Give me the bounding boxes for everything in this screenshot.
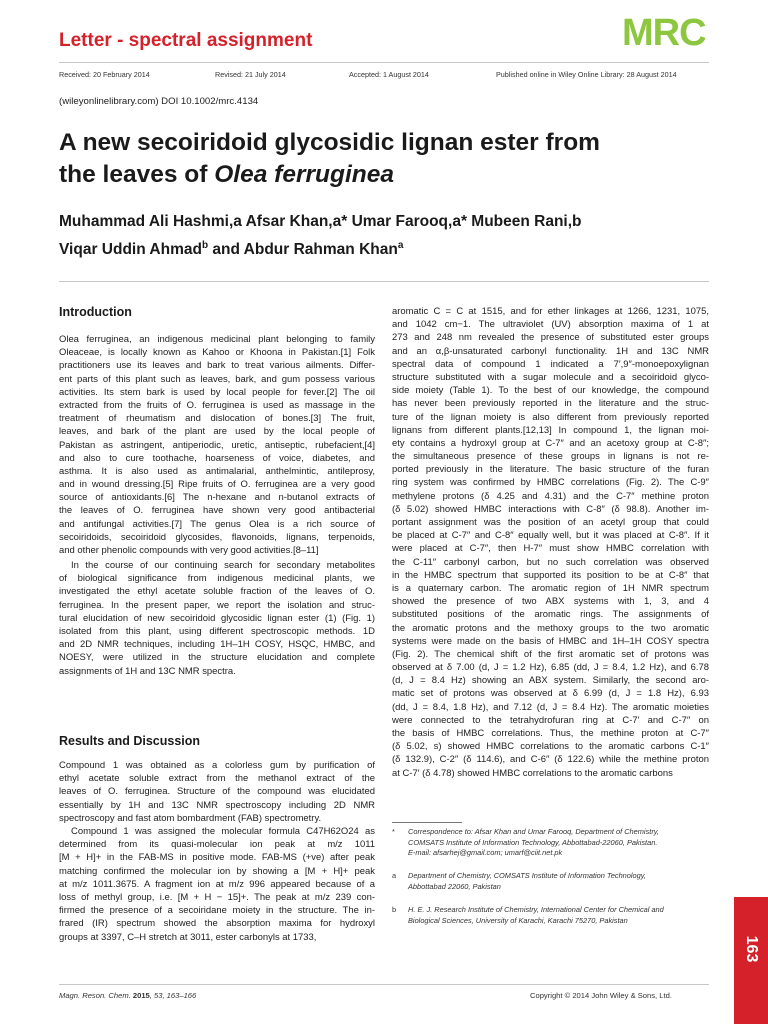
footnote-affiliation-b [392, 905, 709, 927]
text-line: source of antioxidants.[6] The n-hexane and n-butanol extracts of [59, 492, 375, 504]
text-line: asthma. It is also used as antimalarial, anthelmintic, antileprosy, [59, 465, 375, 477]
journal-name: Magn. Reson. Chem. [59, 991, 131, 1000]
text-line: the basis of HMBC correlations. Thus, the methine proton at C-7″ [392, 728, 709, 739]
heading-introduction: Introduction [59, 305, 132, 319]
text-line: treatment of rheumatism and dislocation of bones.[3] The fruit, [59, 413, 375, 425]
text-line: and an α,β-unsaturated carbonyl functionality. 1H and 13C NMR [392, 345, 709, 357]
text-line: showed the presence of two ABX systems with 1, 3, and 4 [392, 596, 709, 608]
text-line: the leaves of O. ferruginea have shown very good antibacterial [59, 505, 375, 517]
text-line: [M + H]+ in the FAB-MS in positive mode. FAB-MS (+ve) after peak [59, 852, 375, 864]
text-line: ent parts of this plant such as leaves, bark, and gum possess various [59, 373, 375, 385]
journal-logo: MRC [622, 12, 706, 54]
text-line: ethyl acetate soluble extract from the methanol extract of the [59, 773, 375, 785]
text-line: (δ 5.02, s) showed HMBC correlations to the aromatic carbons C-1″ [392, 741, 709, 753]
footnote-line: E-mail: afsarhej@gmail.com; umarf@ciit.net.pk [408, 848, 563, 858]
header-divider [59, 62, 709, 63]
text-line: essentially by 1H and 13C NMR spectroscopy including 2D NMR [59, 799, 375, 811]
text-line: and antifungal activities.[7] The genus Olea is a rich source of [59, 518, 375, 530]
text-line: and other phenolic compounds with very good activities.[8–11] [59, 545, 319, 556]
text-line: substituted positions of the aromatic rings. The assignments of [392, 609, 709, 621]
text-line: ety contains a hydroxyl group at C-7″ and an acetoxy group at C-8″; [392, 437, 709, 449]
text-line: were placed at C-7″, then H-7″ must show HMBC correlation with [392, 543, 709, 555]
results-paragraph-1 [59, 759, 375, 825]
text-line: Olea ferruginea, an indigenous medicinal plant belonging to family [59, 334, 375, 345]
text-line: ferruginea. In the present paper, we report the isolation and struc- [59, 599, 375, 611]
text-line: has never been previously reported in the literature and the struc- [392, 398, 709, 410]
text-line: spectral data of compound 1 indicated a 7′,9″-monoepoxylignan [392, 358, 709, 370]
page-number: 163 [743, 935, 760, 963]
authors-line-2: Viqar Uddin Ahmad$^b$ and Abdur Rahman Khan$^a$ [59, 240, 404, 259]
text-line: tural elucidation of new secoiridoid glycosidic lignan ester (1) (Fig. 1) [59, 612, 375, 624]
text-line: groups at 3397, C–H stretch at 3011, ester carbonyls at 1733, [59, 931, 317, 943]
title-line-2: the leaves of Olea ferruginea [59, 161, 394, 188]
text-line: (δ 5.02) showed HMBC interactions with C-8″ (δ 98.8). Another im- [392, 503, 709, 515]
text-line: practitioners use its leaves and bark to treat various ailments. Differ- [59, 360, 375, 372]
text-line: observed at δ 7.00 (d, J = 1.2 Hz), 6.85 (dd, J = 8.4, 1.2 Hz), and 6.78 [392, 662, 709, 674]
text-line: and 2D NMR techniques, including 1H–1H COSY, HSQC, HMBC, and [59, 639, 375, 651]
text-line: Compound 1 was assigned the molecular formula C47H62O24 as [71, 826, 375, 837]
article-title [59, 127, 719, 191]
text-line: extracted from the fruits of O. ferruginea is used as massage in the [59, 399, 375, 411]
footnote-divider [392, 822, 462, 823]
footnote-body [408, 871, 708, 892]
received-date: Received: 20 February 2014 [59, 70, 150, 79]
copyright-notice: Copyright © 2014 John Wiley & Sons, Ltd. [530, 991, 672, 1000]
accepted-date: Accepted: 1 August 2014 [349, 70, 429, 79]
results-paragraph-3 [392, 305, 709, 780]
text-line: and 1042 cm−1. The ultraviolet (UV) absorption maxima of 1 at [392, 319, 709, 331]
revised-date: Revised: 21 July 2014 [215, 70, 286, 79]
text-line: lignans from different plants.[12,13] In compound 1, the lignan moi- [392, 424, 709, 436]
text-line: Oleaceae, is locally known as Kahoo or Khoona in Pakistan.[1] Folk [59, 347, 375, 359]
text-line: In the course of our continuing search for secondary metabolites [71, 560, 375, 571]
text-line: firmed the presence of a secoiridane moiety in the structure. The in- [59, 905, 375, 917]
doi-link[interactable]: (wileyonlinelibrary.com) DOI 10.1002/mrc.4134 [59, 96, 259, 107]
title-line-1: A new secoiridoid glycosidic lignan ester from [59, 129, 600, 156]
page-number-tab [734, 897, 768, 1024]
footnote-line: Correspondence to: Afsar Khan and Umar Farooq, Department of Chemistry, [408, 827, 659, 836]
journal-reference [59, 991, 196, 1000]
text-line: ring system was confirmed by HMBC correlations (Fig. 2). The C-9″ [392, 477, 709, 489]
title-divider [59, 281, 709, 282]
text-line: activities. Its stem bark is used by local people for fever.[2] The oil [59, 386, 375, 398]
text-line: (dd, J = 8.4, 1.8 Hz), and 7.12 (d, J = 8.4 Hz). The aromatic moieties [392, 701, 709, 713]
text-line: Compound 1 was obtained as a colorless gum by purification of [59, 760, 375, 771]
heading-results-discussion: Results and Discussion [59, 734, 201, 748]
text-line: NOESY, were utilized in the structure elucidation and complete [59, 652, 375, 664]
text-line: the C-11″ carbonyl carbon, but no such correlation was observed [392, 556, 709, 568]
footnote-mark: b [392, 905, 397, 914]
text-line: be placed at C-7″ and C-8″ equally well, but it was placed at C-8″. If it [392, 530, 709, 542]
journal-year: 2015 [132, 991, 150, 1000]
text-line: in the HMBC spectrum that supported its position to be at C-8″ that [392, 569, 709, 581]
text-line: at C-7′ (δ 4.78) showed HMBC correlations to the aromatic carbons [392, 767, 673, 779]
text-line: systems were made on the basis of HMBC and 1H–1H COSY spectra [392, 635, 709, 647]
text-line: of biological significance from indigenous medicinal plants, we [59, 573, 375, 585]
author-list [59, 210, 719, 262]
text-line: portant assignment was the position of an acetyl group that could [392, 517, 709, 528]
text-line: (d, J = 8.4 Hz) showing an ABX system. Similarly, the second aro- [392, 675, 709, 687]
text-line: and also to cure toothache, hoarseness of voice, diabetes, and [59, 452, 375, 464]
article-dates [59, 70, 709, 82]
text-line: ported previously in the literature. The basic structure of the furan [392, 464, 709, 476]
text-line: secoiridoids, secoiridoid glycosides, flavonoids, lignans, terpenoids, [59, 531, 375, 543]
text-line: at m/z 1011.3675. A fragment ion at m/z 996 appeared because of a [59, 878, 375, 890]
text-line: isolated from this plant, using different spectroscopic methods. 1D [59, 625, 375, 637]
footnote-body [408, 827, 708, 859]
text-line: investigated the ethyl acetate soluble fraction of the leaves of O. [59, 586, 375, 598]
text-line: the aromatic protons and the methoxy groups to the two aromatic [392, 622, 709, 634]
section-label: Letter - spectral assignment [59, 30, 313, 51]
text-line: frared (IR) spectrum showed the absorption maxima for hydroxyl [59, 918, 375, 930]
text-line: and in wound dressing.[5] Ripe fruits of O. ferruginea are a very good [59, 479, 375, 491]
text-line: ture of the lignan moiety is also different from previously reported [392, 411, 709, 423]
footnote-body [408, 905, 708, 926]
text-line: determined from its quasi-molecular ion peak at m/z 1011 [59, 839, 375, 851]
intro-paragraph-2 [59, 559, 375, 678]
published-date: Published online in Wiley Online Library: 28 August 2014 [496, 70, 677, 79]
intro-paragraph-1 [59, 333, 375, 557]
text-line: loss of methyl group, i.e. [M + H − 15]+. The peak at m/z 239 con- [59, 891, 375, 903]
text-line: (δ 132.9), C-2″ (δ 114.6), and C-6″ (δ 122.6) while the methine proton [392, 754, 709, 766]
text-line: were connected to the tetrahydrofuran ring at C-7′ and C-7″ on [392, 714, 709, 726]
text-line: leaves of O. ferruginea. Structure of the compound was elucidated [59, 786, 375, 798]
text-line: is a quaternary carbon. The aromatic region of 1H NMR spectrum [392, 582, 709, 594]
journal-pages: , 53, 163–166 [149, 991, 197, 1000]
text-line: (Fig. 2). The chemical shift of the first aromatic set of protons was [392, 648, 709, 660]
footnote-line: Abbottabad 22060, Pakistan [408, 881, 501, 891]
footnote-correspondence [392, 827, 709, 861]
text-line: structure substituted with a sugar molecule and a secoiridoid glyco- [392, 371, 709, 383]
footer-divider [59, 984, 709, 985]
authors-line-1: Muhammad Ali Hashmi,a Afsar Khan,a* Umar Farooq,a* Mubeen Rani,b [59, 213, 582, 230]
results-paragraph-2 [59, 825, 375, 944]
text-line: side moiety (Table 1). To the best of our knowledge, the compound [392, 385, 709, 397]
text-line: leaves, and bark of the plant are used by the local people of [59, 426, 375, 438]
footnote-mark: a [392, 871, 397, 880]
text-line: the simultaneous presence of these groups in lignans is not re- [392, 451, 709, 463]
text-line: matic set of protons was observed at δ 6.99 (d, J = 1.8 Hz), 6.93 [392, 688, 709, 700]
text-line: aromatic C = C at 1515, and for ether linkages at 1266, 1231, 1075, [392, 306, 709, 317]
text-line: methylene protons (δ 4.25 and 4.31) and the C-7″ methine proton [392, 490, 709, 502]
footnote-line: Biological Sciences, University of Karachi, Karachi 75270, Pakistan [408, 915, 628, 925]
text-line: Pakistan as astringent, antiperiodic, uretic, antiseptic, rubefacient,[4] [59, 439, 375, 451]
text-line: 273 and 248 nm revealed the presence of substituted ester groups [392, 332, 709, 344]
footnote-line: H. E. J. Research Institute of Chemistry, International Center for Chemical and [408, 905, 664, 914]
text-line: matching confirmed the molecular ion by showing a [M + H]+ peak [59, 865, 375, 877]
footnote-mark: * [392, 827, 395, 836]
footnote-affiliation-a [392, 871, 709, 893]
footnote-line: COMSATS Institute of Information Technology, Abbottabad-22060, Pakistan. [408, 837, 658, 847]
footnote-line: Department of Chemistry, COMSATS Institute of Information Technology, [408, 871, 646, 880]
text-line: assignments of 1H and 13C NMR spectra. [59, 665, 236, 677]
text-line: spectroscopy and fast atom bombardment (FAB) spectrometry. [59, 812, 322, 824]
